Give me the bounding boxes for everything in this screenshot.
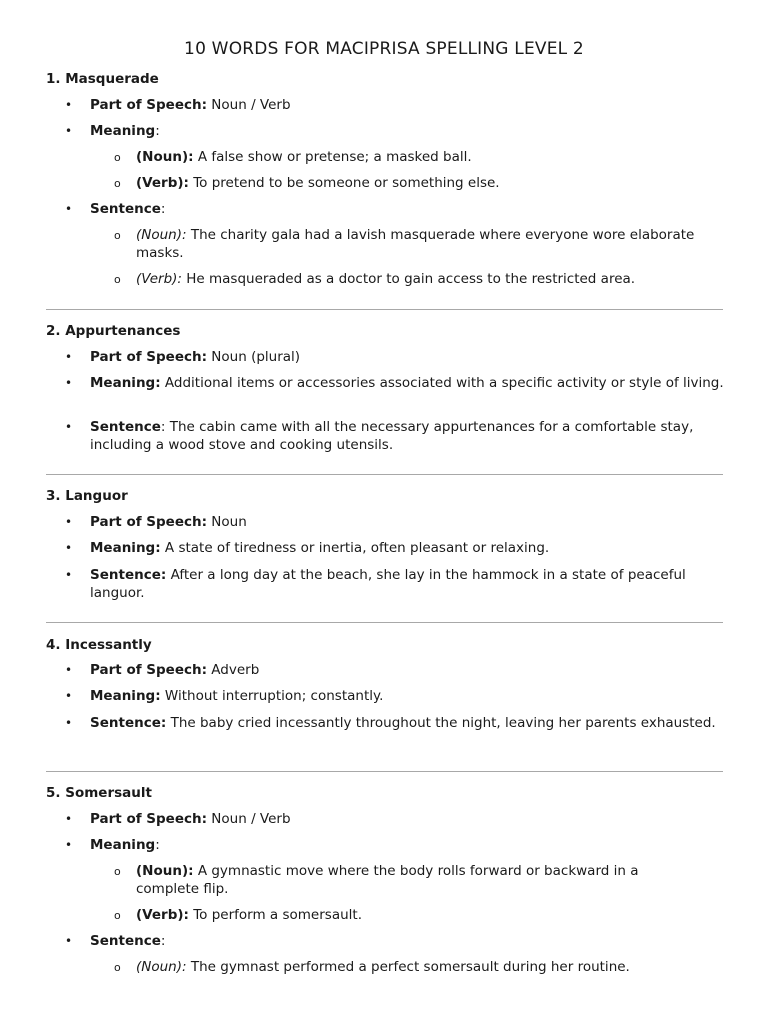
- sentence-heading-5: [90, 932, 725, 950]
- meaning-3: [90, 539, 725, 557]
- meaning-1-noun: [136, 148, 696, 166]
- pos-label: Part of Speech:: [90, 662, 208, 678]
- sub-label: (Verb):: [136, 907, 189, 923]
- word-heading-5: 5. Somersault: [46, 785, 152, 801]
- meaning-text: Additional items or accessories associated with a specific activity or style of living.: [160, 375, 724, 391]
- meaning-label: Meaning:: [90, 688, 161, 704]
- pos-label: Part of Speech:: [90, 349, 208, 365]
- section-divider: [46, 309, 723, 310]
- colon: :: [160, 201, 166, 217]
- word-heading-3: 3. Languor: [46, 488, 128, 504]
- sentence-3: [90, 566, 725, 602]
- colon: :: [155, 837, 160, 853]
- sub-label: (Noun):: [136, 863, 194, 879]
- sentence-label: Sentence: [90, 419, 161, 435]
- meaning-heading-5: [90, 836, 725, 854]
- colon: :: [160, 933, 166, 949]
- sub-text: He masqueraded as a doctor to gain access to the restricted area.: [181, 271, 636, 287]
- sentence-text: After a long day at the beach, she lay in the hammock in a state of peaceful languor.: [90, 567, 686, 601]
- pos-label: Part of Speech:: [90, 514, 208, 530]
- part-of-speech-2: [90, 348, 725, 366]
- word-heading-4: 4. Incessantly: [46, 637, 152, 653]
- sub-text: To perform a somersault.: [188, 907, 362, 923]
- meaning-text: Without interruption; constantly.: [160, 688, 384, 704]
- sub-label: (Noun):: [136, 149, 194, 165]
- sentence-text: : The cabin came with all the necessary appurtenances for a comfortable stay, including a wood stove and cooking utensils.: [90, 419, 694, 453]
- meaning-1-verb: [136, 174, 696, 192]
- sub-label: (Noun):: [136, 227, 187, 243]
- sub-text: The gymnast performed a perfect somersault during her routine.: [186, 959, 630, 975]
- sentence-label: Sentence: [90, 933, 161, 949]
- part-of-speech-5: [90, 810, 725, 828]
- meaning-label: Meaning: [90, 837, 156, 853]
- section-divider: [46, 474, 723, 475]
- meaning-label: Meaning:: [90, 375, 161, 391]
- meaning-4: [90, 687, 725, 705]
- pos-value: Adverb: [207, 662, 260, 678]
- sentence-heading-1: [90, 200, 725, 218]
- sentence-1-noun: [136, 226, 696, 262]
- sentence-4: [90, 714, 725, 732]
- pos-label: Part of Speech:: [90, 811, 208, 827]
- meaning-5-verb: [136, 906, 696, 924]
- word-heading-2: 2. Appurtenances: [46, 323, 181, 339]
- meaning-heading-1: [90, 122, 725, 140]
- sub-label: (Verb):: [136, 271, 182, 287]
- meaning-label: Meaning:: [90, 540, 161, 556]
- colon: :: [155, 123, 160, 139]
- sub-label: (Verb):: [136, 175, 189, 191]
- sentence-label: Sentence:: [90, 715, 167, 731]
- sentence-text: The baby cried incessantly throughout the night, leaving her parents exhausted.: [166, 715, 716, 731]
- part-of-speech-3: [90, 513, 725, 531]
- sentence-label: Sentence: [90, 201, 161, 217]
- pos-value: Noun / Verb: [207, 811, 291, 827]
- meaning-5-noun: [136, 862, 696, 898]
- sub-text: A gymnastic move where the body rolls forward or backward in a complete flip.: [136, 863, 639, 897]
- pos-value: Noun: [207, 514, 247, 530]
- sentence-2: [90, 418, 725, 454]
- part-of-speech-1: [90, 96, 725, 114]
- sub-text: To pretend to be someone or something else.: [188, 175, 500, 191]
- meaning-label: Meaning: [90, 123, 156, 139]
- section-divider: [46, 622, 723, 623]
- pos-value: Noun (plural): [207, 349, 301, 365]
- pos-value: Noun / Verb: [207, 97, 291, 113]
- sentence-5-noun: [136, 958, 696, 976]
- sub-label: (Noun):: [136, 959, 187, 975]
- meaning-text: A state of tiredness or inertia, often pleasant or relaxing.: [160, 540, 550, 556]
- section-divider: [46, 771, 723, 772]
- page-title: 10 WORDS FOR MACIPRISA SPELLING LEVEL 2: [184, 39, 584, 59]
- word-heading-1: 1. Masquerade: [46, 71, 159, 87]
- sub-text: The charity gala had a lavish masquerade where everyone wore elaborate masks.: [136, 227, 695, 261]
- sentence-1-verb: [136, 270, 696, 288]
- sub-text: A false show or pretense; a masked ball.: [193, 149, 472, 165]
- meaning-2: [90, 374, 725, 392]
- part-of-speech-4: [90, 661, 725, 679]
- sentence-label: Sentence:: [90, 567, 167, 583]
- pos-label: Part of Speech:: [90, 97, 208, 113]
